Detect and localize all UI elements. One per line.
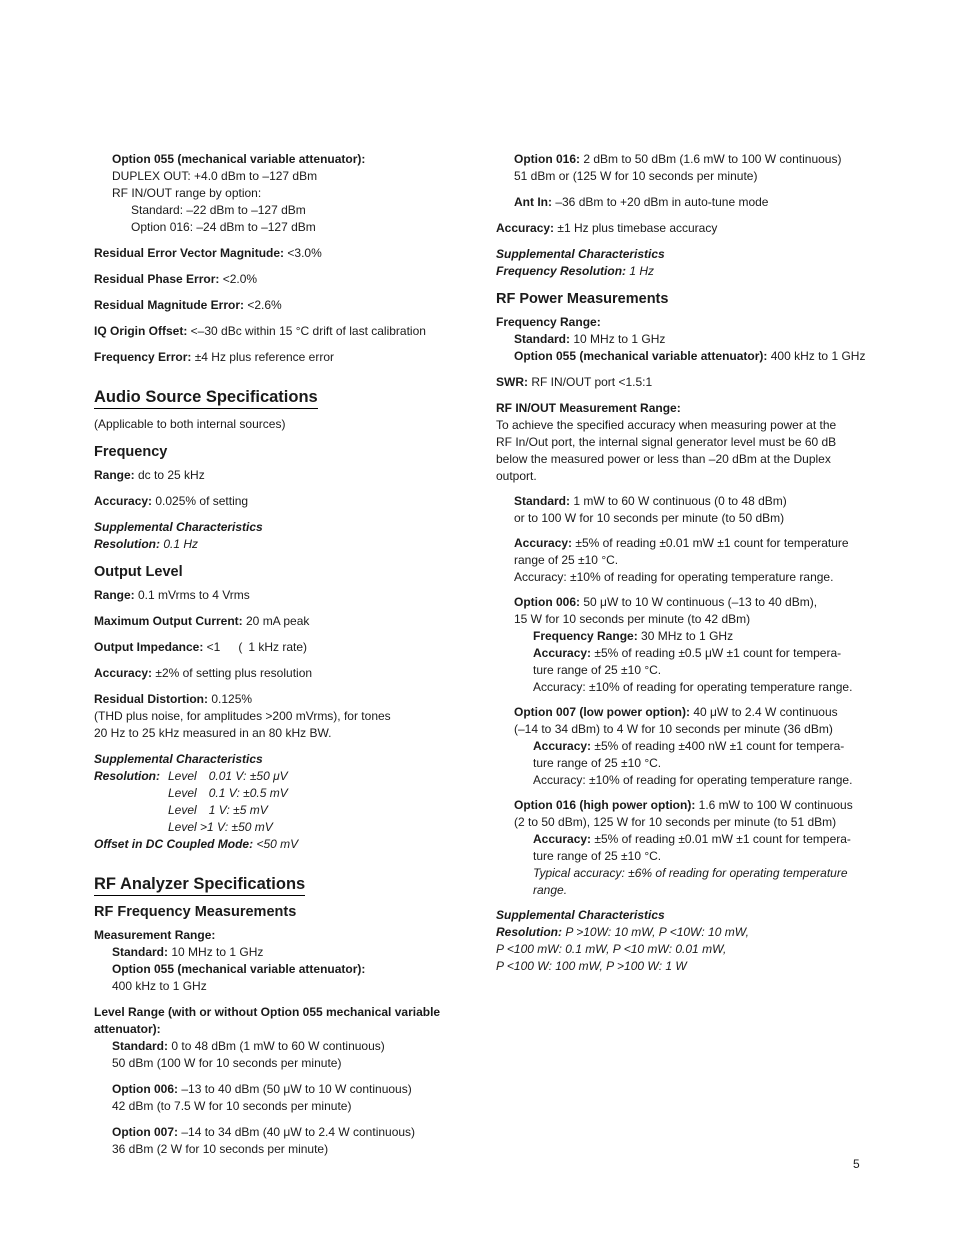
fr-option055-spec [496, 348, 871, 365]
option016-spec [496, 151, 871, 168]
lr-option006-value: –13 to 40 dBm (50 μW to 10 W continuous) [178, 1082, 412, 1096]
output-range-label: Range: [94, 588, 135, 602]
fr-standard-value: 10 MHz to 1 GHz [570, 332, 666, 346]
supplemental-heading: Supplemental Characteristics [496, 247, 665, 261]
lr-option007-spec [94, 1124, 454, 1141]
supplemental-heading: Supplemental Characteristics [94, 520, 263, 534]
evm-value: <3.0% [284, 246, 322, 260]
output-impedance-value: <1 ( 1 kHz rate) [203, 640, 308, 654]
option006-accuracy-value-3: Accuracy: ±10% of reading for operating temperature range. [533, 680, 853, 694]
option016-accuracy-spec [496, 831, 871, 848]
magnitude-error-label: Residual Magnitude Error: [94, 298, 245, 312]
resolution-level: Level 1 V: ±5 mV [168, 803, 268, 817]
audio-range-label: Range: [94, 468, 135, 482]
power-accuracy-label: Accuracy: [514, 536, 573, 550]
option007-accuracy-label: Accuracy: [533, 739, 592, 753]
resolution-row [94, 802, 454, 819]
swr-label: SWR: [496, 375, 528, 389]
option007-accuracy-spec [496, 738, 871, 755]
rf-inout-range: RF IN/OUT range by option: [112, 186, 262, 200]
frequency-error-label: Frequency Error: [94, 350, 192, 364]
option006-accuracy-value-2: ture range of 25 ±10 °C. [533, 663, 662, 677]
option016-value: 2 dBm to 50 dBm (1.6 mW to 100 W continuous) [580, 152, 842, 166]
lr-standard-spec [94, 1038, 454, 1055]
output-impedance-label: Output Impedance: [94, 640, 204, 654]
mr-option055-label: Option 055 (mechanical variable attenuator): [112, 962, 366, 976]
option006-freq-spec [496, 628, 871, 645]
output-range-spec [94, 587, 454, 604]
measurement-range-text: To achieve the specified accuracy when measuring power at the [496, 418, 837, 432]
power-accuracy-spec [496, 535, 871, 552]
option016-power-spec [496, 797, 871, 814]
frequency-heading: Frequency [94, 444, 168, 460]
distortion-note-1: (THD plus noise, for amplitudes >200 mVrms), for tones [94, 709, 391, 723]
rf-frequency-heading: RF Frequency Measurements [94, 904, 297, 920]
freq-resolution-spec [496, 263, 871, 280]
option016-range: Option 016: –24 dBm to –127 dBm [131, 220, 316, 234]
option006-accuracy-label: Accuracy: [533, 646, 592, 660]
swr-value: RF IN/OUT port <1.5:1 [528, 375, 653, 389]
fr-option055-value: 400 kHz to 1 GHz [767, 349, 866, 363]
max-current-value: 20 mA peak [242, 614, 310, 628]
frequency-error-spec [94, 349, 454, 366]
supplemental-heading: Supplemental Characteristics [496, 908, 665, 922]
power-resolution-value: P >10W: 10 mW, P <10W: 10 mW, [562, 925, 749, 939]
standard-range: Standard: –22 dBm to –127 dBm [131, 203, 306, 217]
max-current-label: Maximum Output Current: [94, 614, 243, 628]
resolution-row [94, 785, 454, 802]
rf-power-heading: RF Power Measurements [496, 291, 669, 307]
distortion-value: 0.125% [208, 692, 253, 706]
phase-error-label: Residual Phase Error: [94, 272, 220, 286]
output-level-heading: Output Level [94, 564, 183, 580]
output-range-value: 0.1 mVrms to 4 Vrms [134, 588, 250, 602]
lr-standard-value: 0 to 48 dBm (1 mW to 60 W continuous) [168, 1039, 385, 1053]
measurement-range-text: RF In/Out port, the internal signal generator level must be 60 dB [496, 435, 837, 449]
resolution-label: Resolution: [94, 769, 160, 783]
audio-accuracy-value: 0.025% of setting [152, 494, 249, 508]
page-number: 5 [853, 1157, 860, 1171]
iq-offset-label: IQ Origin Offset: [94, 324, 188, 338]
power-accuracy-value: ±5% of reading ±0.01 mW ±1 count for temperature [572, 536, 849, 550]
phase-error-spec [94, 271, 454, 288]
resolution-value: 0.1 Hz [160, 537, 199, 551]
mr-option055-value: 400 kHz to 1 GHz [112, 979, 207, 993]
lr-option007-label: Option 007: [112, 1125, 179, 1139]
lr-option007-value: –14 to 34 dBm (40 μW to 2.4 W continuous) [178, 1125, 416, 1139]
option006-spec [496, 594, 871, 611]
option006-freq-value: 30 MHz to 1 GHz [637, 629, 734, 643]
option006-value-2: 15 W for 10 seconds per minute (to 42 dBm) [514, 612, 751, 626]
level-range-label: Level Range (with or without Option 055 mechanical variable [94, 1005, 441, 1019]
option016-typical-accuracy: Typical accuracy: ±6% of reading for operating temperature [533, 866, 848, 880]
supplemental-heading: Supplemental Characteristics [94, 752, 263, 766]
audio-accuracy-label: Accuracy: [94, 494, 153, 508]
right-column [496, 151, 871, 975]
distortion-note-2: 20 Hz to 25 kHz measured in an 80 kHz BW. [94, 726, 332, 740]
freq-resolution-value: 1 Hz [626, 264, 655, 278]
lr-standard-value-2: 50 dBm (100 W for 10 seconds per minute) [112, 1056, 342, 1070]
distortion-label: Residual Distortion: [94, 692, 209, 706]
audio-accuracy-spec [94, 493, 454, 510]
resolution-label: Resolution: [94, 537, 160, 551]
mr-standard-label: Standard: [112, 945, 169, 959]
opt055-heading: Option 055 (mechanical variable attenuator): [112, 152, 366, 166]
option016-label: Option 016: [514, 152, 581, 166]
power-resolution-value-3: P <100 W: 100 mW, P >100 W: 1 W [496, 959, 687, 973]
resolution-level: Level 0.01 V: ±50 μV [168, 769, 288, 783]
power-resolution-value-2: P <100 mW: 0.1 mW, P <10 mW: 0.01 mW, [496, 942, 727, 956]
ant-in-value: –36 dBm to +20 dBm in auto-tune mode [552, 195, 769, 209]
audio-range-spec [94, 467, 454, 484]
measurement-range-text: outport. [496, 469, 537, 483]
option006-freq-label: Frequency Range: [533, 629, 638, 643]
max-current-spec [94, 613, 454, 630]
option016-power-value: 1.6 mW to 100 W continuous [695, 798, 853, 812]
level-range-label-cont: attenuator): [94, 1022, 161, 1036]
option016-value-2: 51 dBm or (125 W for 10 seconds per minute) [514, 169, 758, 183]
option007-accuracy-value: ±5% of reading ±400 nW ±1 count for tempera- [591, 739, 845, 753]
freq-accuracy-value: ±1 Hz plus timebase accuracy [554, 221, 718, 235]
option007-value: 40 μW to 2.4 W continuous [690, 705, 838, 719]
resolution-level: Level 0.1 V: ±0.5 mV [168, 786, 288, 800]
fr-standard-spec [496, 331, 871, 348]
freq-resolution-label: Frequency Resolution: [496, 264, 627, 278]
option006-accuracy-value: ±5% of reading ±0.5 μW ±1 count for tempera- [591, 646, 842, 660]
option016-power-value-2: (2 to 50 dBm), 125 W for 10 seconds per minute (to 51 dBm) [514, 815, 837, 829]
resolution-row [94, 768, 454, 785]
frequency-error-value: ±4 Hz plus reference error [191, 350, 334, 364]
dc-offset-value: <50 mV [253, 837, 299, 851]
audio-range-value: dc to 25 kHz [134, 468, 205, 482]
option007-accuracy-value-2: ture range of 25 ±10 °C. [533, 756, 662, 770]
magnitude-error-value: <2.6% [244, 298, 282, 312]
left-column [94, 151, 454, 1158]
output-impedance-spec [94, 639, 454, 656]
dc-offset-label: Offset in DC Coupled Mode: [94, 837, 254, 851]
lr-option007-value-2: 36 dBm (2 W for 10 seconds per minute) [112, 1142, 329, 1156]
freq-accuracy-spec [496, 220, 871, 237]
output-accuracy-value: ±2% of setting plus resolution [152, 666, 313, 680]
power-accuracy-value-2: range of 25 ±10 °C. [514, 553, 619, 567]
duplex-out: DUPLEX OUT: +4.0 dBm to –127 dBm [112, 169, 318, 183]
option016-accuracy-label: Accuracy: [533, 832, 592, 846]
option006-value: 50 μW to 10 W continuous (–13 to 40 dBm), [580, 595, 818, 609]
lr-option006-value-2: 42 dBm (to 7.5 W for 10 seconds per minute) [112, 1099, 352, 1113]
output-accuracy-label: Accuracy: [94, 666, 153, 680]
resolution-spec [94, 536, 454, 553]
option016-accuracy-value-2: ture range of 25 ±10 °C. [533, 849, 662, 863]
option006-accuracy-spec [496, 645, 871, 662]
option016-accuracy-value: ±5% of reading ±0.01 mW ±1 count for tempera- [591, 832, 851, 846]
option006-label: Option 006: [514, 595, 581, 609]
rf-analyzer-heading: RF Analyzer Specifications [94, 874, 305, 896]
ant-in-spec [496, 194, 871, 211]
output-accuracy-spec [94, 665, 454, 682]
power-resolution-spec [496, 924, 871, 941]
option016-typical-accuracy-2: range. [533, 883, 568, 897]
magnitude-error-spec [94, 297, 454, 314]
iq-offset-spec [94, 323, 454, 340]
lr-option006-label: Option 006: [112, 1082, 179, 1096]
audio-source-heading: Audio Source Specifications [94, 387, 318, 409]
mr-standard-value: 10 MHz to 1 GHz [168, 945, 264, 959]
measurement-range-text: below the measured power or less than –20 dBm at the Duplex [496, 452, 831, 466]
fr-option055-label: Option 055 (mechanical variable attenuator): [514, 349, 768, 363]
dc-offset-spec [94, 836, 454, 853]
power-accuracy-value-3: Accuracy: ±10% of reading for operating temperature range. [514, 570, 834, 584]
power-standard-value-2: or to 100 W for 10 seconds per minute (to 50 dBm) [514, 511, 785, 525]
ant-in-label: Ant In: [514, 195, 552, 209]
option007-label: Option 007 (low power option): [514, 705, 690, 719]
lr-option006-spec [94, 1081, 454, 1098]
fr-standard-label: Standard: [514, 332, 571, 346]
power-standard-label: Standard: [514, 494, 571, 508]
resolution-row [94, 819, 454, 836]
option007-value-2: (–14 to 34 dBm) to 4 W for 10 seconds per minute (36 dBm) [514, 722, 833, 736]
measurement-range-label: RF IN/OUT Measurement Range: [496, 401, 681, 415]
power-standard-spec [496, 493, 871, 510]
measurement-range-label: Measurement Range: [94, 928, 216, 942]
lr-standard-label: Standard: [112, 1039, 169, 1053]
evm-label: Residual Error Vector Magnitude: [94, 246, 285, 260]
audio-note: (Applicable to both internal sources) [94, 417, 286, 431]
frequency-range-label: Frequency Range: [496, 315, 601, 329]
option007-accuracy-value-3: Accuracy: ±10% of reading for operating temperature range. [533, 773, 853, 787]
iq-offset-value: <–30 dBc within 15 °C drift of last calibration [187, 324, 426, 338]
evm-spec [94, 245, 454, 262]
mr-standard-spec [94, 944, 454, 961]
phase-error-value: <2.0% [219, 272, 258, 286]
swr-spec [496, 374, 871, 391]
option007-spec [496, 704, 871, 721]
distortion-spec [94, 691, 454, 708]
resolution-level: Level >1 V: ±50 mV [168, 820, 273, 834]
freq-accuracy-label: Accuracy: [496, 221, 555, 235]
option016-power-label: Option 016 (high power option): [514, 798, 696, 812]
power-standard-value: 1 mW to 60 W continuous (0 to 48 dBm) [570, 494, 787, 508]
power-resolution-label: Resolution: [496, 925, 562, 939]
